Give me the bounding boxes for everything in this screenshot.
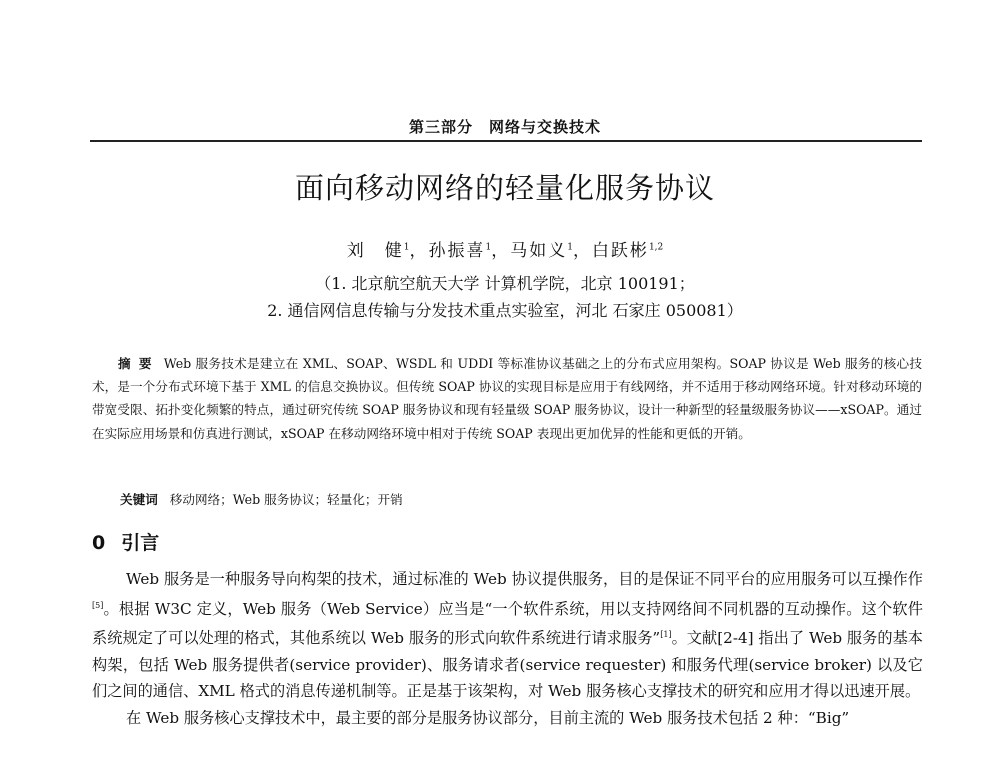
author-name: 白跃彬 [591,241,649,261]
abstract-label: 摘要 [118,356,160,371]
paragraph-2: 在 Web 服务核心支撑技术中，最主要的部分是服务协议部分，目前主流的 Web 服务技术包括 2 种：“Big” [126,708,850,727]
affiliation-mark: 1 [403,242,410,253]
citation: [1] [660,630,672,640]
author-list [90,236,920,261]
section-heading [92,528,159,555]
header-rule [90,140,922,142]
author-name: 马如义 [510,241,568,261]
section-title-text: 引言 [121,532,160,554]
paragraph-1: Web 服务是一种服务导向构架的技术，通过标准的 Web 协议提供服务，目的是保证不同平台的应用服务可以互操作作[5]。根据 W3C 定义，Web 服务（Web Service）应当是“一个软件系统，用以支持网络间不同机器的互动操作。这个软件系统规定了可以处理的格式，其他系统以 Web 服务的形式向软件系统进行请求服务”[1]。文献[2-4] 指出了 Web 服务的基本构架，包括 Web 服务提供者(service provider)、服务请求者(service requester) 和服务代理(service broker) 以及它们之间的通信、XML 格式的消息传递机制等。正是基于该架构，对 Web 服务核心支撑技术的研究和应用才得以迅速开展。 [92,570,923,701]
author-separator: ， [572,241,592,261]
keywords-label: 关键词 [120,492,158,507]
author-name: 刘 健 [346,241,404,261]
keywords-text: 移动网络；Web 服务协议；轻量化；开销 [169,492,403,507]
citation: [5] [92,600,104,610]
section-body [92,566,923,731]
affiliation-1: （1. 北京航空航天大学 计算机学院，北京 100191； [315,274,695,293]
abstract [92,352,922,445]
affiliation-2: 2. 通信网信息传输与分发技术重点实验室，河北 石家庄 050081） [267,301,743,320]
author-separator: ， [491,241,511,261]
paper-title: 面向移动网络的轻量化服务协议 [294,171,715,205]
abstract-text: Web 服务技术是建立在 XML、SOAP、WSDL 和 UDDI 等标准协议基础之上的分布式应用架构。SOAP 协议是 Web 服务的核心技术，是一个分布式环境下基于 XML 的信息交换协议。但传统 SOAP 协议的实现目标是应用于有线网络，并不适用于移动网络环境。针对移动环境的带宽受限、拓扑变化频繁的特点，通过研究传统 SOAP 服务协议和现有轻量级 SOAP 服务协议，设计一种新型的轻量级服务协议——xSOAP。通过在实际应用场景和仿真进行测试，xSOAP 在移动网络环境中相对于传统 SOAP 表现出更加优异的性能和更低的开销。 [92,356,923,441]
keywords [120,489,920,508]
affiliation-mark: 1 [485,242,492,253]
author-name: 孙振喜 [428,241,486,261]
affiliation-mark: 1,2 [648,242,664,253]
author-separator: ， [409,241,429,261]
section-number: 0 [92,532,106,554]
affiliation-mark: 1 [567,242,573,253]
running-header: 第三部分 网络与交换技术 [408,118,601,136]
